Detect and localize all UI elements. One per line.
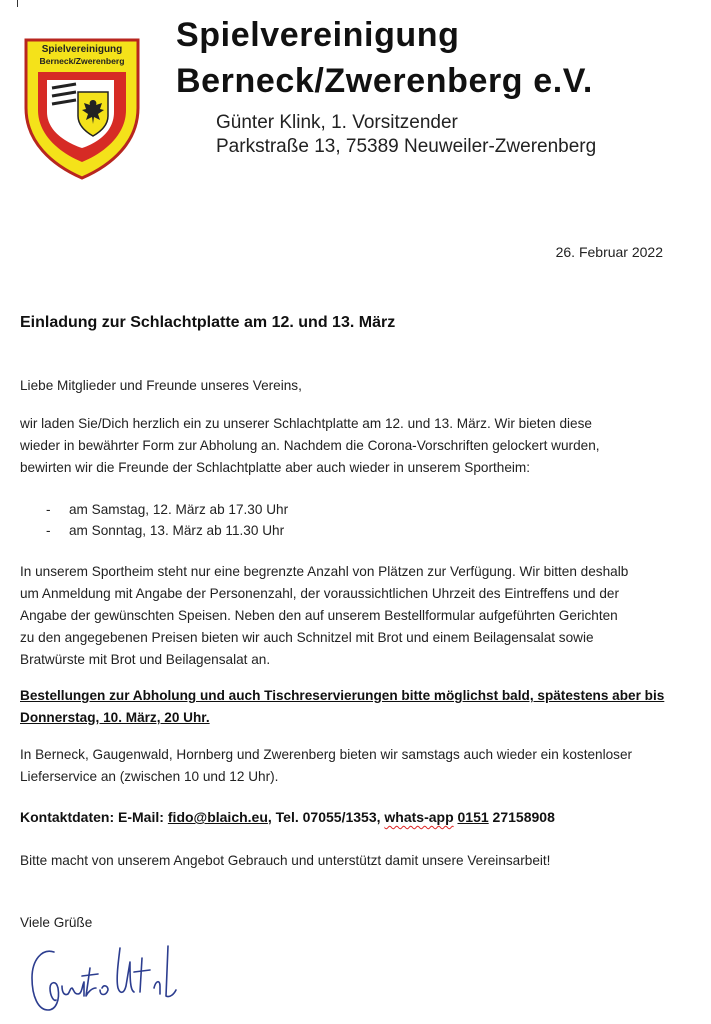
bullet-dash: - <box>46 523 51 538</box>
scan-mark <box>17 0 18 7</box>
letter-subject: Einladung zur Schlachtplatte am 12. und 13. März <box>20 314 396 331</box>
bullet-dash: - <box>46 502 51 517</box>
paragraph-line: Angabe der gewünschten Speisen. Neben den auf unserem Bestellformular aufgeführten Gerichten <box>20 608 618 623</box>
paragraph-line: Lieferservice an (zwischen 10 und 12 Uhr). <box>20 769 279 784</box>
email-link[interactable]: fido@blaich.eu <box>167 809 268 825</box>
paragraph-seating <box>20 561 675 671</box>
event-dates-list <box>20 499 288 541</box>
whatsapp-number-link[interactable]: 0151 <box>457 809 489 825</box>
club-name-line1: Spielvereinigung <box>176 16 460 54</box>
paragraph-deadline <box>20 685 675 729</box>
paragraph-line: In unserem Sportheim steht nur eine begrenzte Anzahl von Plätzen zur Verfügung. Wir bitten deshalb <box>20 564 629 579</box>
paragraph-line: In Berneck, Gaugenwald, Hornberg und Zwerenberg bieten wir samstags auch wieder ein kostenloser <box>20 747 633 762</box>
logo-text-line1: Spielvereinigung <box>41 44 123 55</box>
sender-address: Parkstraße 13, 75389 Neuweiler-Zwerenberg <box>216 136 597 157</box>
paragraph-line: zu den angegebenen Preisen bieten wir auch Schnitzel mit Brot und einem Beilagensalat sowie <box>20 630 594 645</box>
handwritten-signature <box>26 938 186 1018</box>
paragraph-invitation <box>20 413 675 479</box>
list-item-text: am Sonntag, 13. März ab 11.30 Uhr <box>69 523 285 538</box>
whatsapp-number: 27158908 <box>488 809 555 825</box>
list-item-text: am Samstag, 12. März ab 17.30 Uhr <box>69 502 289 517</box>
club-crest-logo <box>22 30 142 180</box>
paragraph-line: Bestellungen zur Abholung und auch Tischreservierungen bitte möglichst bald, spätestens aber bis <box>20 688 665 703</box>
phone-text: , Tel. 07055/1353, <box>267 809 385 825</box>
list-item <box>20 520 288 541</box>
paragraph-line: wieder in bewährter Form zur Abholung an. Nachdem die Corona-Vorschriften gelockert wurden, <box>20 438 600 453</box>
whatsapp-label: whats-app <box>384 809 454 825</box>
paragraph-line: wir laden Sie/Dich herzlich ein zu unserer Schlachtplatte am 12. und 13. März. Wir bieten diese <box>20 416 592 431</box>
paragraph-line: Donnerstag, 10. März, 20 Uhr. <box>20 710 210 725</box>
greeting: Liebe Mitglieder und Freunde unseres Vereins, <box>20 378 302 393</box>
paragraph-line: Bratwürste mit Brot und Beilagensalat an. <box>20 652 271 667</box>
paragraph-line: bewirten wir die Freunde der Schlachtplatte aber auch wieder in unserem Sportheim: <box>20 460 531 475</box>
paragraph-support: Bitte macht von unserem Angebot Gebrauch und unterstützt damit unsere Vereinsarbeit! <box>20 853 551 868</box>
closing: Viele Grüße <box>20 915 93 930</box>
list-item <box>20 499 288 520</box>
paragraph-line: um Anmeldung mit Angabe der Personenzahl, der voraussichtlichen Uhrzeit des Eintreffens und der <box>20 586 619 601</box>
club-name-line2: Berneck/Zwerenberg e.V. <box>176 62 593 100</box>
letter-date: 26. Februar 2022 <box>555 244 663 260</box>
contact-details <box>20 809 555 825</box>
contact-label: Kontaktdaten: E-Mail: <box>20 809 164 825</box>
paragraph-delivery <box>20 744 675 788</box>
logo-text-line2: Berneck/Zwerenberg <box>39 56 125 66</box>
sender-name: Günter Klink, 1. Vorsitzender <box>216 112 458 133</box>
